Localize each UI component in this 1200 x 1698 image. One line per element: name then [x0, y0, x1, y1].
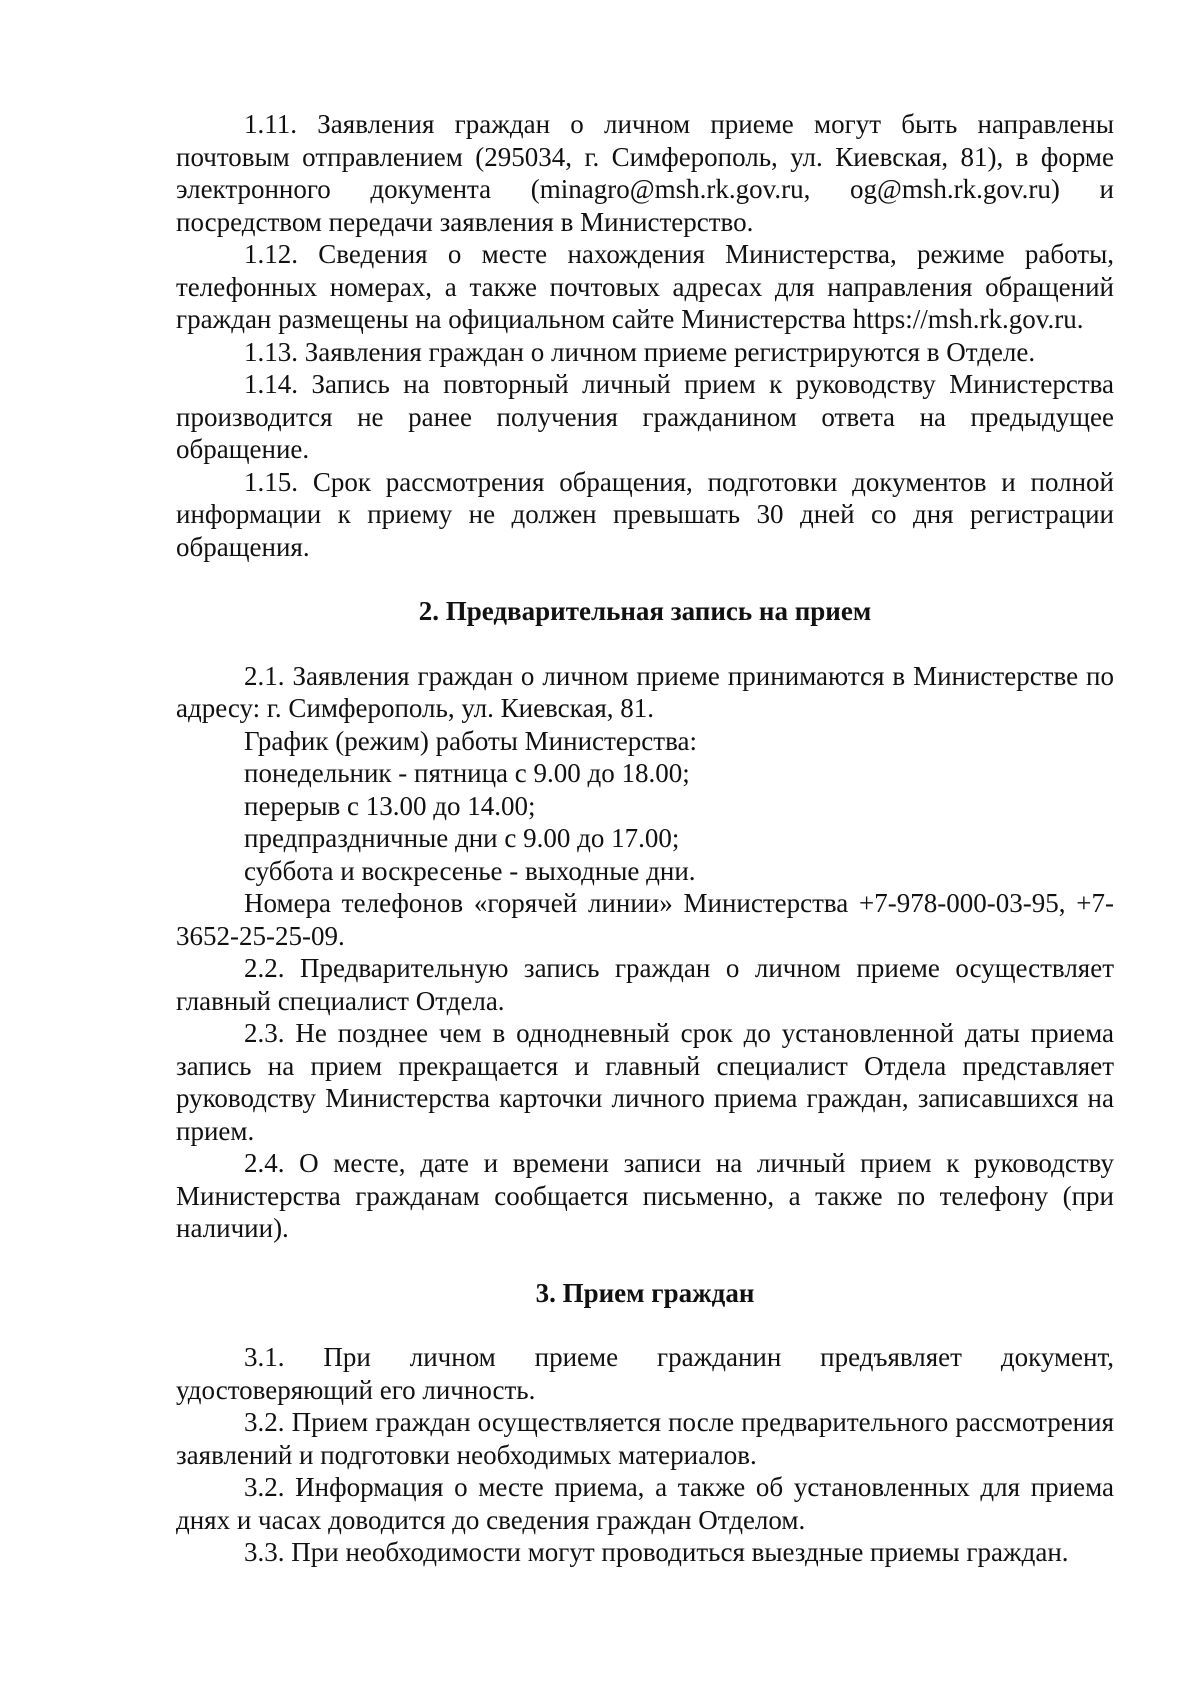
- paragraph-1-12: 1.12. Сведения о месте нахождения Министерства, режиме работы, телефонных номерах, а также почтовых адресах для направления обращений граждан размещены на официальном сайте Министерства https://msh.rk.gov.ru.: [176, 239, 1114, 334]
- section-3-heading: 3. Прием граждан: [535, 1277, 755, 1308]
- paragraph-3-3: 3.3. При необходимости могут проводиться выездные приемы граждан.: [244, 1537, 1069, 1567]
- paragraph-2-2: 2.2. Предварительную запись граждан о личном приеме осуществляет главный специалист Отдела.: [176, 953, 1114, 1016]
- paragraph-1-15: 1.15. Срок рассмотрения обращения, подготовки документов и полной информации к приему не должен превышать 30 дней со дня регистрации обращения.: [176, 466, 1114, 562]
- paragraph-2-3: 2.3. Не позднее чем в однодневный срок до установленной даты приема запись на прием прекращается и главный специалист Отдела представляет руководству Министерства карточки личного приема граждан, записавшихся на прием.: [176, 1018, 1114, 1146]
- document-page: [176, 108, 1114, 1569]
- paragraph-2-4: 2.4. О месте, дате и времени записи на личный прием к руководству Министерства гражданам сообщается письменно, а также по телефону (при наличии).: [176, 1148, 1114, 1243]
- paragraph-2-1: 2.1. Заявления граждан о личном приеме принимаются в Министерстве по адресу: г. Симферополь, ул. Киевская, 81.: [176, 660, 1114, 723]
- schedule-preholiday: предпраздничные дни с 9.00 до 17.00;: [244, 823, 680, 853]
- paragraph-3-2b: 3.2. Информация о месте приема, а также об установленных для приема днях и часах доводится до сведения граждан Отделом.: [176, 1472, 1114, 1535]
- paragraph-1-11: 1.11. Заявления граждан о личном приеме могут быть направлены почтовым отправлением (295034, г. Симферополь, ул. Киевская, 81), в форме электронного документа (minagro@msh.rk.gov.ru, og@msh.rk.gov.ru) и посредством передачи заявления в Министерство.: [176, 109, 1114, 237]
- schedule-break: перерыв с 13.00 до 14.00;: [244, 790, 536, 821]
- paragraph-3-1: 3.1. При личном приеме гражданин предъявляет документ, удостоверяющий его личность.: [176, 1342, 1114, 1405]
- paragraph-3-2a: 3.2. Прием граждан осуществляется после предварительного рассмотрения заявлений и подготовки необходимых материалов.: [176, 1407, 1114, 1470]
- section-2-heading: 2. Предварительная запись на прием: [418, 596, 872, 626]
- schedule-title: График (режим) работы Министерства:: [244, 725, 697, 756]
- paragraph-1-13: 1.13. Заявления граждан о личном приеме регистрируются в Отделе.: [244, 336, 1036, 367]
- schedule-weekdays: понедельник - пятница с 9.00 до 18.00;: [244, 758, 690, 788]
- hotline-phones: Номера телефонов «горячей линии» Министерства +7-978-000-03-95, +7-3652-25-25-09.: [176, 888, 1114, 951]
- schedule-weekend: суббота и воскресенье - выходные дни.: [244, 855, 696, 886]
- paragraph-1-14: 1.14. Запись на повторный личный прием к руководству Министерства производится не ранее получения гражданином ответа на предыдущее обращение.: [176, 369, 1114, 464]
